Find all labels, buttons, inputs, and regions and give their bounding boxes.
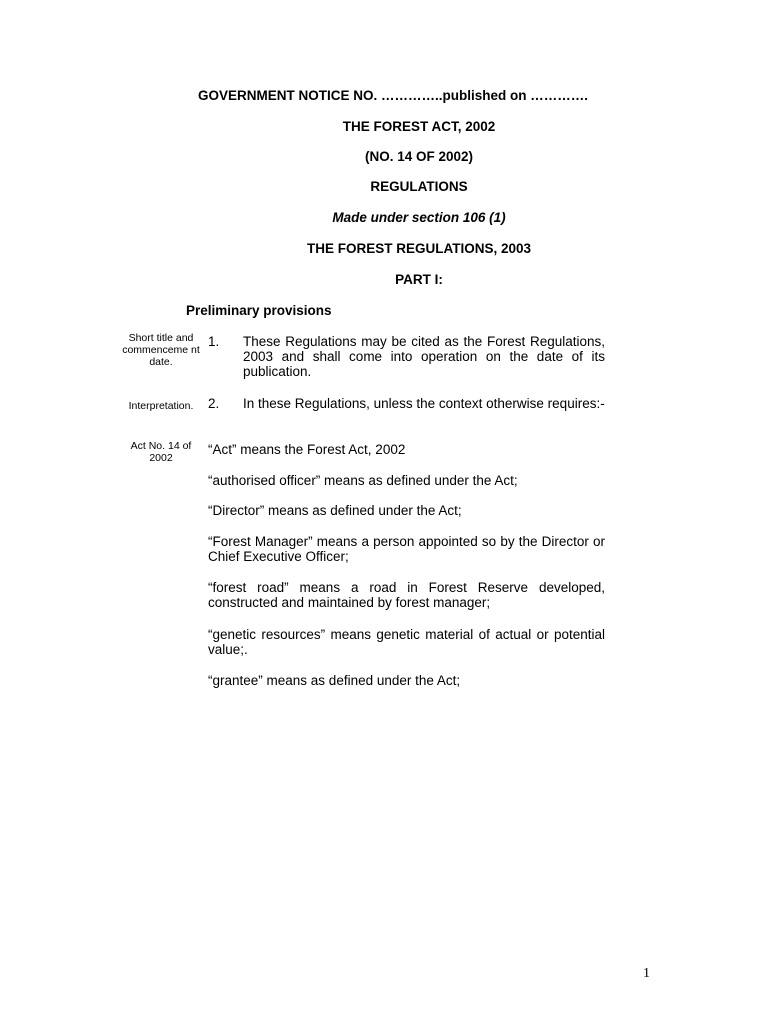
clause-number: 2.	[208, 396, 220, 411]
definition-forest-manager: “Forest Manager” means a person appointed so by the Director or Chief Executive Officer;	[208, 534, 605, 564]
definition-grantee: “grantee” means as defined under the Act;	[208, 673, 461, 688]
act-title: THE FOREST ACT, 2002	[342, 119, 496, 134]
definition-authorised-officer: “authorised officer” means as defined under the Act;	[208, 473, 518, 488]
clause-number: 1.	[208, 334, 220, 349]
government-notice: GOVERNMENT NOTICE NO. …………..published on ………….	[197, 88, 588, 103]
part-heading: PART I:	[395, 272, 443, 287]
definition-director: “Director” means as defined under the Act;	[208, 503, 462, 518]
margin-note-short-title: Short title and commenceme nt date.	[122, 332, 200, 368]
definition-forest-road: “forest road” means a road in Forest Reserve developed, constructed and maintained by forest manager;	[208, 580, 605, 610]
act-number: (NO. 14 OF 2002)	[364, 149, 474, 164]
clause-text: These Regulations may be cited as the Forest Regulations, 2003 and shall come into operation on the date of its publication.	[243, 334, 605, 379]
clause-text: In these Regulations, unless the context otherwise requires:-	[243, 396, 605, 411]
made-under-section: Made under section 106 (1)	[332, 210, 506, 225]
regulations-title: THE FOREST REGULATIONS, 2003	[306, 241, 532, 256]
margin-note-interpretation: Interpretation.	[128, 400, 194, 412]
regulations-heading: REGULATIONS	[370, 179, 468, 194]
margin-note-act-reference: Act No. 14 of 2002	[130, 440, 192, 464]
page-number: 1	[643, 966, 650, 981]
definition-act: “Act” means the Forest Act, 2002	[208, 442, 406, 457]
definition-genetic-resources: “genetic resources” means genetic material of actual or potential value;.	[208, 627, 605, 657]
section-heading: Preliminary provisions	[186, 303, 332, 318]
